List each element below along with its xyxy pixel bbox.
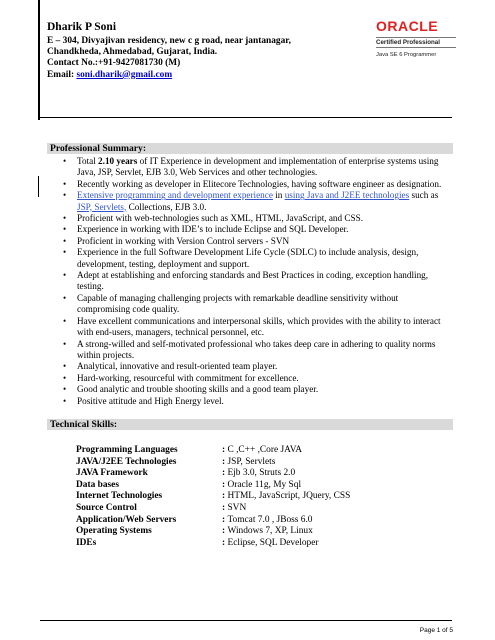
contact-value: +91-9427081730 (M) <box>98 58 181 69</box>
tracked-change-text: JSP, Servlets, <box>77 201 127 212</box>
skill-row <box>76 503 396 515</box>
skill-value-wrap: : C ,C++ ,Core JAVA <box>222 445 303 455</box>
list-item: • Experience in the full Software Development Life Cycle (SDLC) to include analysis, design, development, testing, deployment and support. <box>47 247 452 270</box>
skill-value-wrap: : JSP, Servlets <box>222 456 276 467</box>
list-item: • Experience in working with IDE’s to include Eclipse and SQL Developer. <box>47 224 452 235</box>
skill-label: Source Control <box>76 502 137 513</box>
list-item: • Analytical, innovative and result-oriented team player. <box>47 361 452 372</box>
skill-value: Oracle 11g, My Sql <box>227 479 302 490</box>
skill-value: JSP, Servlets <box>227 456 276 467</box>
skill-value-wrap: : Windows 7, XP, Linux <box>222 526 313 537</box>
skill-label: Internet Technologies <box>76 491 163 502</box>
skill-label: Operating Systems <box>76 526 152 537</box>
skill-label: Programming Languages <box>76 445 178 455</box>
left-margin-rule <box>38 0 40 120</box>
certification-program: Java SE 6 Programmer <box>376 52 437 58</box>
list-item: • A strong-willed and self-motivated professional who takes deep care in adhering to quality norms within projects. <box>47 339 452 362</box>
email-line <box>47 70 367 81</box>
header-divider <box>40 117 452 118</box>
professional-summary-heading: Professional Summary: <box>47 143 453 154</box>
technical-skills-table <box>76 445 396 549</box>
email-link[interactable]: soni.dharik@gmail.com <box>76 69 173 80</box>
skill-value-wrap: : HTML, JavaScript, JQuery, CSS <box>222 491 351 502</box>
skill-row <box>76 526 396 538</box>
oracle-certification-badge <box>376 19 456 58</box>
skill-value-wrap: : SVN <box>222 502 247 513</box>
list-item: • Hard-working, resourceful with commitment for excellence. <box>47 373 452 384</box>
list-item: • Proficient in working with Version Control servers - SVN <box>47 236 452 247</box>
skill-row <box>76 445 396 457</box>
skill-value-wrap: : Eclipse, SQL Developer <box>222 537 319 548</box>
skill-label: JAVA/J2EE Technologies <box>76 456 177 467</box>
list-item: • Adept at establishing and enforcing standards and Best Practices in coding, exception handling, testing. <box>47 270 452 293</box>
certification-title: Certified Professional <box>376 37 456 48</box>
skill-label: JAVA Framework <box>76 468 148 479</box>
skill-row <box>76 457 396 469</box>
professional-summary-list <box>47 156 452 407</box>
skill-row <box>76 480 396 492</box>
skill-label: IDEs <box>76 537 97 548</box>
address-line-1: E – 304, Divyajivan residency, new c g road, near jantanagar, <box>47 36 291 46</box>
skill-row <box>76 515 396 527</box>
contact-label: Contact No.: <box>47 58 99 69</box>
skill-value: SVN <box>227 502 247 513</box>
list-item <box>47 156 452 179</box>
skill-value: Windows 7, XP, Linux <box>227 526 313 537</box>
skill-value-wrap: : Tomcat 7.0 , JBoss 6.0 <box>222 514 313 525</box>
list-item: • Recently working as developer in Elitecore Technologies, having software engineer as designation. <box>47 179 452 190</box>
skill-value-wrap: : Ejb 3.0, Struts 2.0 <box>222 468 296 479</box>
list-item: • Good analytic and trouble shooting skills and a good team player. <box>47 384 452 395</box>
contact-header <box>47 20 367 81</box>
experience-years: 2.10 years <box>98 156 138 166</box>
tracked-change-text: using Java and J2EE technologies <box>284 190 410 201</box>
revision-marker <box>38 176 39 197</box>
technical-skills-heading: Technical Skills: <box>47 419 453 430</box>
skill-row <box>76 491 396 503</box>
skill-value: Ejb 3.0, Struts 2.0 <box>227 468 296 479</box>
footer-divider <box>40 620 452 621</box>
summary-item-1-pre: Total <box>77 156 99 166</box>
list-item <box>47 190 452 213</box>
summary-item-3-b: in <box>272 190 285 201</box>
list-item: • Capable of managing challenging projects with remarkable deadline sensitivity without compromising code quality. <box>47 293 452 316</box>
address-line-2: Chandkheda, Ahmedabad, Gujarat, India. <box>47 47 218 58</box>
skill-label: Data bases <box>76 479 119 490</box>
list-item: • Have excellent communications and interpersonal skills, which provides with the ability to interact with end-users, managers, technical personnel, etc. <box>47 316 452 339</box>
list-item: • Positive attitude and High Energy level. <box>47 396 452 407</box>
email-label: Email: <box>47 69 75 80</box>
tracked-change-text: Extensive programming and development experience <box>77 190 273 201</box>
skill-row <box>76 468 396 480</box>
skill-value-wrap: : Oracle 11g, My Sql <box>222 479 302 490</box>
skill-value: Eclipse, SQL Developer <box>227 537 319 548</box>
candidate-name: Dharik P Soni <box>47 21 117 33</box>
skill-value: Tomcat 7.0 , JBoss 6.0 <box>227 514 313 525</box>
skill-label: Application/Web Servers <box>76 514 177 525</box>
skill-row <box>76 538 396 550</box>
skill-value: HTML, JavaScript, JQuery, CSS <box>227 491 351 502</box>
skill-value: C ,C++ ,Core JAVA <box>227 445 303 455</box>
contact-number <box>47 58 367 69</box>
list-item: • Proficient with web-technologies such as XML, HTML, JavaScript, and CSS. <box>47 213 452 224</box>
oracle-logo: ORACLE <box>376 18 439 34</box>
summary-item-1-post: of IT Experience in development and implementation of enterprise systems using Java, JSP, Servlet, EJB 3.0, Web Services and other technologies. <box>77 156 439 178</box>
page-number: Page 1 of 5 <box>419 627 453 634</box>
summary-item-3-f: Collections, EJB 3.0. <box>126 201 207 212</box>
summary-item-3-d: such as <box>409 190 439 201</box>
